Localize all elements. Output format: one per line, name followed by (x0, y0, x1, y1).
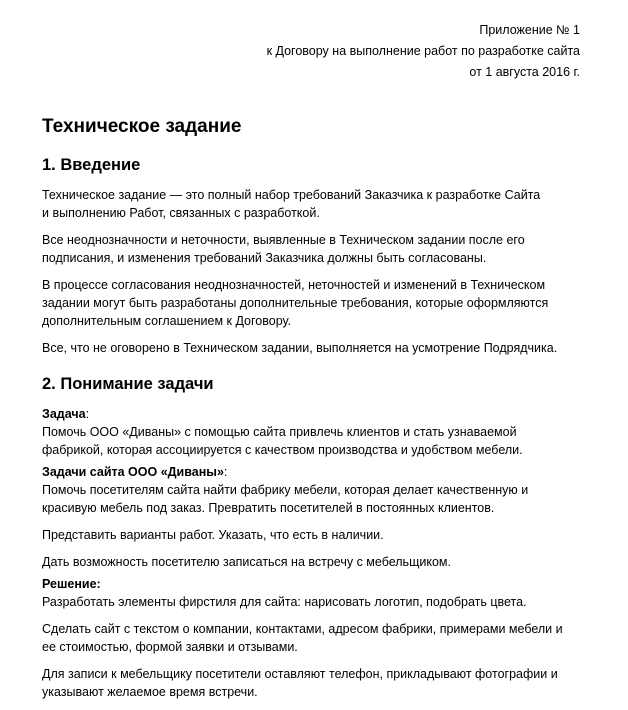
solution-paragraph-1 (42, 593, 586, 611)
task-label-colon: : (85, 407, 90, 421)
solution-label: Решение: (42, 577, 101, 591)
appendix-header (267, 20, 580, 83)
text-line: Помочь ООО «Диваны» с помощью сайта привлечь клиентов и стать узнаваемой (42, 425, 517, 439)
text-line: Представить варианты работ. Указать, что есть в наличии. (42, 528, 384, 542)
section-task-understanding (42, 373, 586, 701)
intro-paragraph-3 (42, 276, 586, 330)
intro-paragraph-4 (42, 339, 586, 357)
document-title: Техническое задание (42, 116, 242, 137)
section-heading-task-understanding: 2. Понимание задачи (42, 375, 214, 393)
text-line: Сделать сайт с текстом о компании, контактами, адресом фабрики, примерами мебели и (42, 622, 563, 636)
text-line: задании могут быть разработаны дополнительные требования, которые оформляются (42, 296, 549, 310)
site-tasks-paragraph-3 (42, 553, 586, 571)
intro-paragraph-2 (42, 231, 586, 267)
task-label-text: Задача (42, 407, 86, 421)
section-introduction (42, 154, 586, 357)
appendix-date: от 1 августа 2016 г. (469, 65, 580, 79)
text-line: фабрикой, которая ассоциируется с качеством производства и удобством мебели. (42, 443, 523, 457)
section-heading-introduction: 1. Введение (42, 156, 141, 174)
text-line: Все, что не оговорено в Техническом задании, выполняется на усмотрение Подрядчика. (42, 341, 558, 355)
text-line: и выполнению Работ, связанных с разработкой. (42, 206, 320, 220)
text-line: Для записи к мебельщику посетители оставляют телефон, прикладывают фотографии и (42, 667, 558, 681)
text-line: ее стоимостью, формой заявки и отзывами. (42, 640, 298, 654)
text-line: Разработать элементы фирстиля для сайта: нарисовать логотип, подобрать цвета. (42, 595, 527, 609)
site-tasks-paragraph-1 (42, 481, 586, 517)
text-line: Техническое задание — это полный набор требований Заказчика к разработке Сайта (42, 188, 541, 202)
solution-paragraph-3 (42, 665, 586, 701)
task-paragraph (42, 423, 586, 459)
site-tasks-label (42, 463, 586, 481)
text-line: Все неоднозначности и неточности, выявленные в Техническом задании после его (42, 233, 525, 247)
text-line: подписания, и изменения требований Заказчика должны быть согласованы. (42, 251, 487, 265)
text-line: В процессе согласования неоднозначностей, неточностей и изменений в Техническом (42, 278, 546, 292)
text-line: дополнительным соглашением к Договору. (42, 314, 291, 328)
site-tasks-label-colon: : (223, 465, 228, 479)
site-tasks-label-text: Задачи сайта ООО «Диваны» (42, 465, 224, 479)
text-line: указывают желаемое время встречи. (42, 685, 258, 699)
text-line: Помочь посетителям сайта найти фабрику мебели, которая делает качественную и (42, 483, 529, 497)
task-label (42, 405, 586, 423)
site-tasks-paragraph-2 (42, 526, 586, 544)
document-content (42, 114, 586, 710)
appendix-number: Приложение № 1 (479, 23, 580, 37)
text-line: Дать возможность посетителю записаться на встречу с мебельщиком. (42, 555, 451, 569)
intro-paragraph-1 (42, 186, 586, 222)
text-line: красивую мебель под заказ. Превратить посетителей в постоянных клиентов. (42, 501, 495, 515)
solution-paragraph-2 (42, 620, 586, 656)
appendix-contract-ref: к Договору на выполнение работ по разработке сайта (266, 44, 580, 58)
